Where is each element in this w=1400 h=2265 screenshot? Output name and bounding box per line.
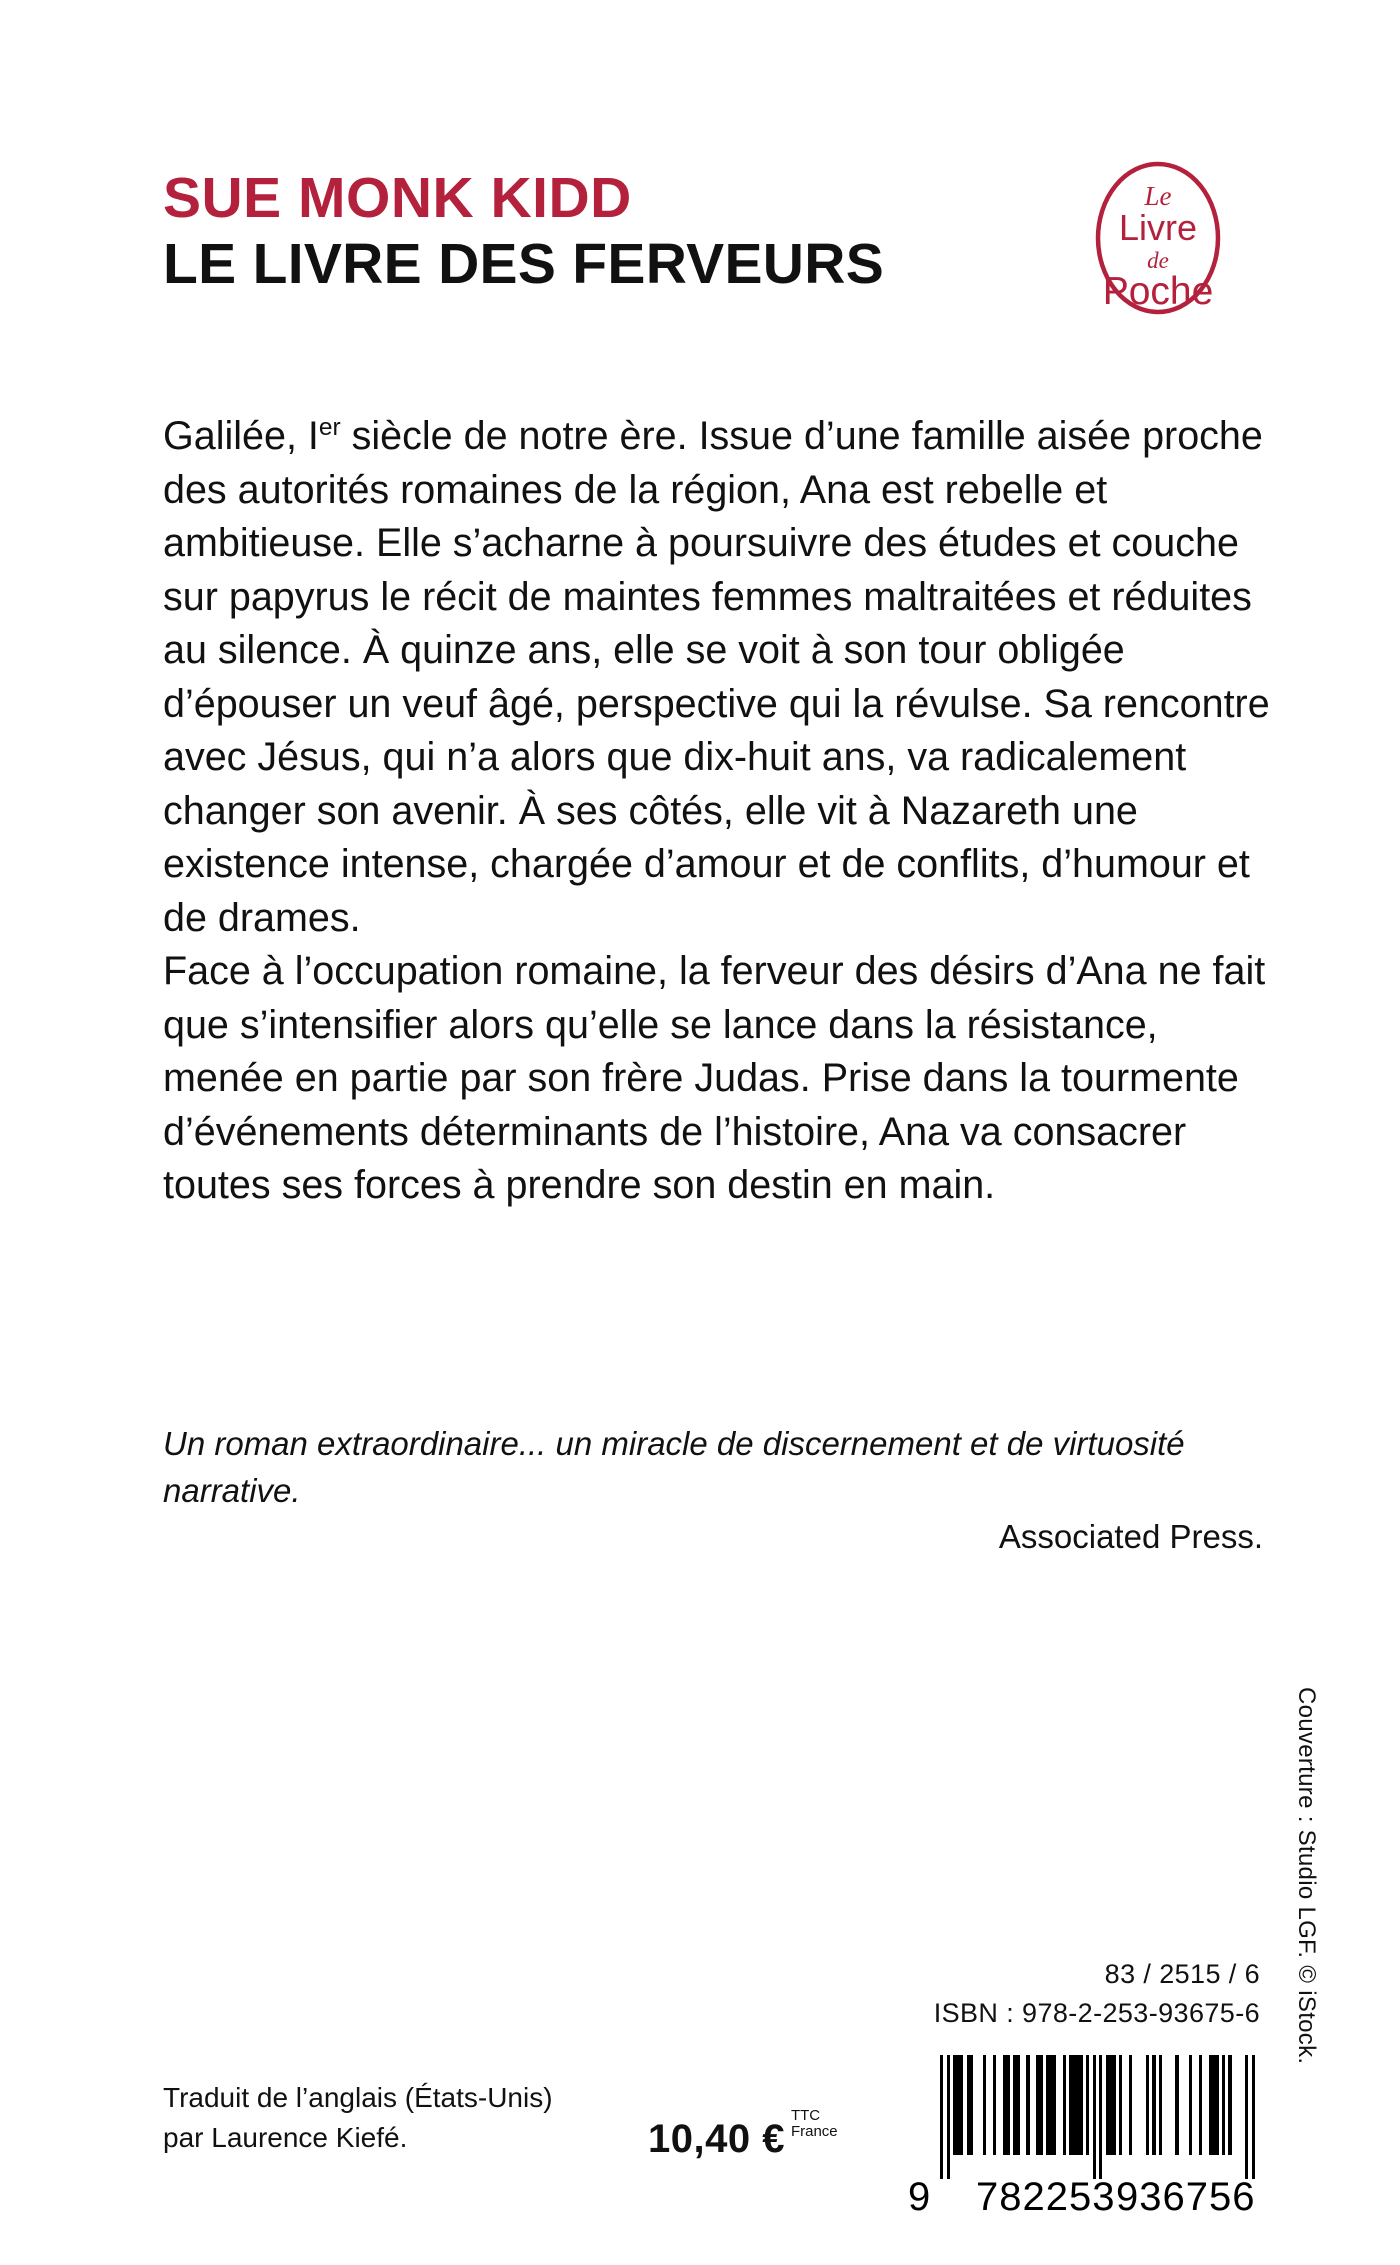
barcode-bars [940, 2055, 1255, 2179]
translator-line-2: par Laurence Kiefé. [163, 2122, 408, 2153]
reference-block [660, 1955, 1260, 2033]
blurb-paragraph-1 [163, 410, 1283, 945]
blurb-text [163, 410, 1283, 1213]
translator-line-1: Traduit de l’anglais (États-Unis) [163, 2082, 553, 2113]
logo-line-le: Le [1144, 181, 1172, 211]
publisher-logo [1083, 158, 1233, 318]
blurb-p1-part2: siècle de notre ère. Issue d’une famille aisée proche des autorités romaines de la région, Ana est rebelle et ambitieuse. Elle s’acharne à poursuivre des études et couche sur papyrus le récit de maintes femmes maltraitées et réduites au silence. À quinze ans, elle se voit à son tour obligée d’épouser un veuf âgé, perspective qui la révulse. Sa rencontre avec Jésus, qui n’a alors que dix-huit ans, va radicalement changer son avenir. À ses côtés, elle vit à Nazareth une existence intense, chargée d’amour et de conflits, d’humour et de drames. [163, 414, 1270, 940]
livre-de-poche-logo-icon [1083, 158, 1233, 318]
cover-credit: Couverture : Studio LGF. © iStock. [1293, 1687, 1320, 2065]
catalog-reference: 83 / 2515 / 6 [1104, 1959, 1260, 1989]
author-name: SUE MONK KIDD [163, 166, 632, 230]
ordinal-suffix: er [318, 413, 341, 441]
isbn-number: ISBN : 978-2-253-93675-6 [933, 1998, 1260, 2028]
price-tax-line-1: TTC [790, 2107, 821, 2124]
blurb-p1-part1: Galilée, I [163, 414, 319, 458]
logo-line-livre: Livre [1118, 207, 1198, 248]
price-block [648, 2108, 838, 2162]
translator-credit [163, 2078, 553, 2158]
barcode-right-group: 936756 [1116, 2175, 1256, 2219]
cover-header [163, 168, 1003, 295]
barcode-digits [908, 2175, 1256, 2223]
price-tax-line-2: France [790, 2123, 838, 2140]
logo-line-de: de [1147, 248, 1169, 273]
logo-line-poche: Poche [1102, 270, 1214, 313]
press-quote-source: Associated Press. [998, 1518, 1263, 1555]
blurb-paragraph-2: Face à l’occupation romaine, la ferveur des désirs d’Ana ne fait que s’intensifier alors qu’elle se lance dans la résistance, menée en partie par son frère Judas. Prise dans la tourmente d’événements déterminants de l’histoire, Ana va consacrer toutes ses forces à prendre son destin en main. [163, 949, 1266, 1207]
book-title: LE LIVRE DES FERVEURS [163, 232, 885, 297]
press-quote [163, 1420, 1283, 1514]
price-tax-note [791, 2108, 838, 2140]
barcode-lead-digit: 9 [908, 2175, 932, 2219]
barcode-left-group: 782253 [976, 2175, 1116, 2219]
price-amount: 10,40 € [648, 2117, 785, 2161]
ean13-barcode [908, 2055, 1256, 2225]
press-quote-text: Un roman extraordinaire... un miracle de discernement et de virtuosité narrative. [163, 1425, 1185, 1509]
